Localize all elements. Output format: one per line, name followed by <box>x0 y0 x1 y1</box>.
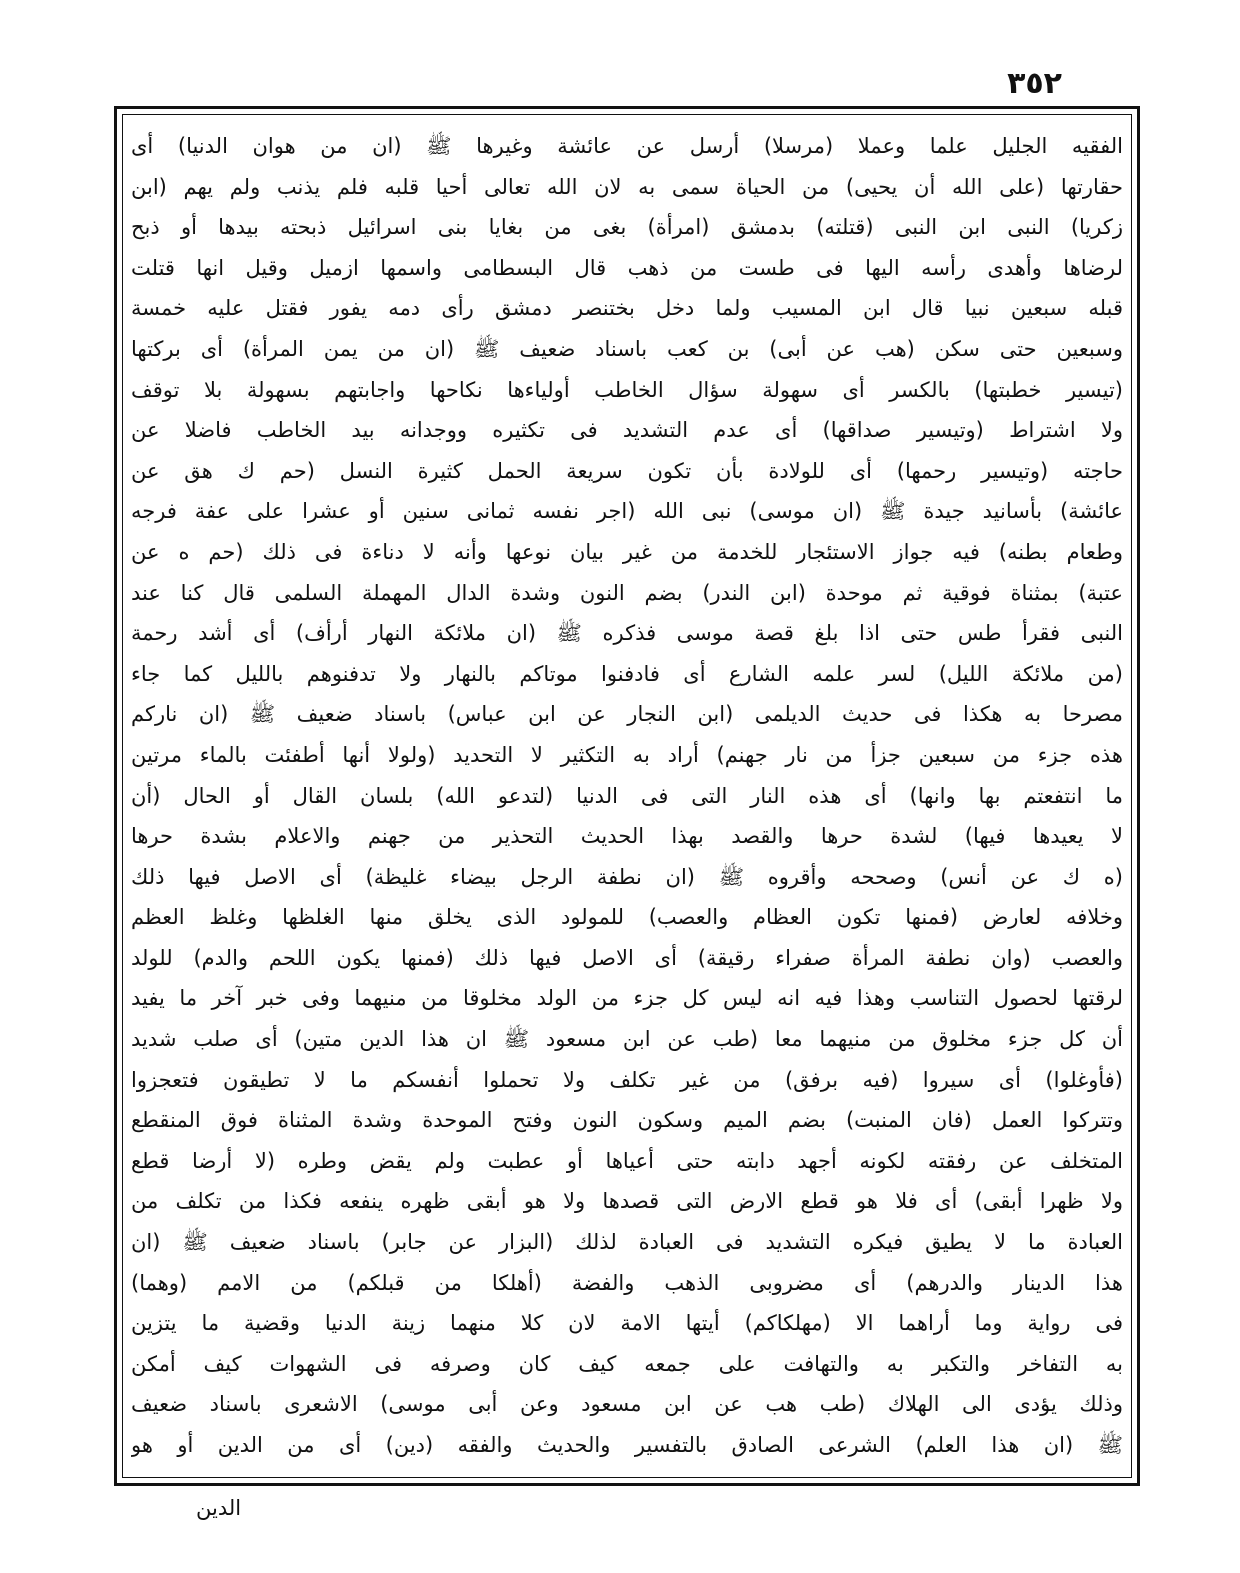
text-line: وطعام بطنه) فيه جواز الاستئجار للخدمة من غير بيان نوعها وأنه لا دناءة فى ذلك (حم ه عن <box>131 539 1123 564</box>
text-line: فى رواية وما أراهما الا (مهلكاكم) أيتها الامة لان كلا منهما زينة الدنيا وقضية ما يتزين <box>131 1311 1123 1336</box>
text-line: (ه ك عن أنس) وصححه وأقروه ﷺ (ان نطفة الرجل بيضاء غليظة) أى الاصل فيها ذلك <box>131 864 1123 889</box>
text-line: عتبة) بمثناة فوقية ثم موحدة (ابن الندر) بضم النون وشدة الدال المهملة السلمى قال كنا عند <box>131 580 1123 605</box>
page-frame <box>114 106 1140 1486</box>
text-line: (فأوغلوا) أى سيروا (فيه برفق) من غير تكلف ولا تحملوا أنفسكم ما لا تطيقون فتعجزوا <box>131 1067 1123 1092</box>
text-line: هذا الدينار والدرهم) أى مضروبى الذهب والفضة (أهلكا من قبلكم) من الامم (وهما) <box>131 1270 1123 1295</box>
text-line: وخلافه لعارض (فمنها تكون العظام والعصب) للمولود الذى يخلق منها الغلظها وغلظ العظم <box>131 905 1123 930</box>
page-number: ٣٥٢ <box>1007 66 1062 101</box>
text-line: المتخلف عن رفقته لكونه أجهد دابته حتى أعياها أو عطبت ولم يقض وطره (لا أرضا قطع <box>131 1148 1123 1173</box>
text-line: (تيسير خطبتها) بالكسر أى سهولة سؤال الخاطب أولياءها نكاحها واجابتهم بسهولة بلا توقف <box>131 377 1123 402</box>
text-line: ما انتفعتم بها وانها) أى هذه النار التى فى الدنيا (لتدعو الله) بلسان القال أو الحال (أن <box>131 783 1123 808</box>
text-line: لرضاها وأهدى رأسه اليها فى طست من ذهب قال البسطامى واسمها ازميل وقيل انها قتلت <box>131 255 1123 280</box>
text-line: الفقيه الجليل علما وعملا (مرسلا) أرسل عن عائشة وغيرها ﷺ (ان من هوان الدنيا) أى <box>131 134 1123 158</box>
text-line: أن كل جزء مخلوق من منيهما معا (طب عن ابن مسعود ﷺ ان هذا الدين متين) أى صلب شديد <box>131 1027 1123 1052</box>
text-block <box>131 129 1123 1463</box>
text-line: ﷺ (ان هذا العلم) الشرعى الصادق بالتفسير والحديث والفقه (دين) أى من الدين أو هو <box>131 1433 1123 1457</box>
text-line: ولا اشتراط (وتيسير صداقها) أى عدم التشديد فى تكثيره ووجدانه بيد الخاطب فاضلا عن <box>131 418 1123 443</box>
text-line: به التفاخر والتكبر به والتهافت على جمعه كيف كان وصرفه فى الشهوات كيف أمكن <box>131 1351 1123 1376</box>
text-line: عائشة) بأسانيد جيدة ﷺ (ان موسى) نبى الله (اجر نفسه ثمانى سنين أو عشرا على عفة فرجه <box>131 499 1123 524</box>
text-line: قبله سبعين نبيا قال ابن المسيب ولما دخل بختنصر دمشق رأى دمه يفور فقتل عليه خمسة <box>131 296 1123 321</box>
text-line: ولا ظهرا أبقى) أى فلا هو قطع الارض التى قصدها ولا هو أبقى ظهره ينفعه فكذا من تكلف من <box>131 1189 1123 1214</box>
text-line: (من ملائكة الليل) لسر علمه الشارع أى فادفنوا موتاكم بالنهار ولا تدفنوهم بالليل كما جاء <box>131 661 1123 686</box>
text-line: وسبعين حتى سكن (هب عن أبى) بن كعب باسناد ضعيف ﷺ (ان من يمن المرأة) أى بركتها <box>131 336 1123 361</box>
catchword: الدين <box>196 1496 242 1520</box>
text-line: مصرحا به هكذا فى حديث الديلمى (ابن النجار عن ابن عباس) باسناد ضعيف ﷺ (ان ناركم <box>131 702 1123 727</box>
text-line: لرقتها لحصول التناسب وهذا فيه انه ليس كل جزء من الولد مخلوقا من منيهما وفى خبر آخر ما يفيد <box>131 986 1123 1011</box>
text-line: النبى فقرأ طس حتى اذا بلغ قصة موسى فذكره ﷺ (ان ملائكة النهار أرأف) أى أشد رحمة <box>131 621 1123 646</box>
text-line: العبادة ما لا يطيق فيكره التشديد فى العبادة لذلك (البزار عن جابر) باسناد ضعيف ﷺ (ان <box>131 1230 1123 1255</box>
text-line: والعصب (وان نطفة المرأة صفراء رقيقة) أى الاصل فيها ذلك (فمنها يكون اللحم والدم) للولد <box>131 945 1123 970</box>
text-line: وذلك يؤدى الى الهلاك (طب هب عن ابن مسعود وعن أبى موسى) الاشعرى باسناد ضعيف <box>131 1392 1123 1417</box>
text-line: هذه جزء من سبعين جزأ من نار جهنم) أراد به التكثير لا التحديد (ولولا أنها أطفئت بالماء مرتين <box>131 742 1123 767</box>
text-line: لا يعيدها فيها) لشدة حرها والقصد بهذا الحديث التحذير من جهنم والاعلام بشدة حرها <box>131 824 1123 849</box>
text-line: حقارتها (على الله أن يحيى) من الحياة سمى به لان الله تعالى أحيا قلبه فلم يذنب ولم يهم (ابن <box>131 174 1123 199</box>
text-line: حاجته (وتيسير رحمها) أى للولادة بأن تكون سريعة الحمل كثيرة النسل (حم ك هق عن <box>131 458 1123 483</box>
text-line: زكريا) النبى ابن النبى (قتلته) بدمشق (امرأة) بغى من بغايا بنى اسرائيل ذبحته بيدها أو ذبح <box>131 215 1123 240</box>
text-line: وتتركوا العمل (فان المنبت) بضم الميم وسكون النون وفتح الموحدة وشدة المثناة فوق المنقطع <box>131 1108 1123 1133</box>
